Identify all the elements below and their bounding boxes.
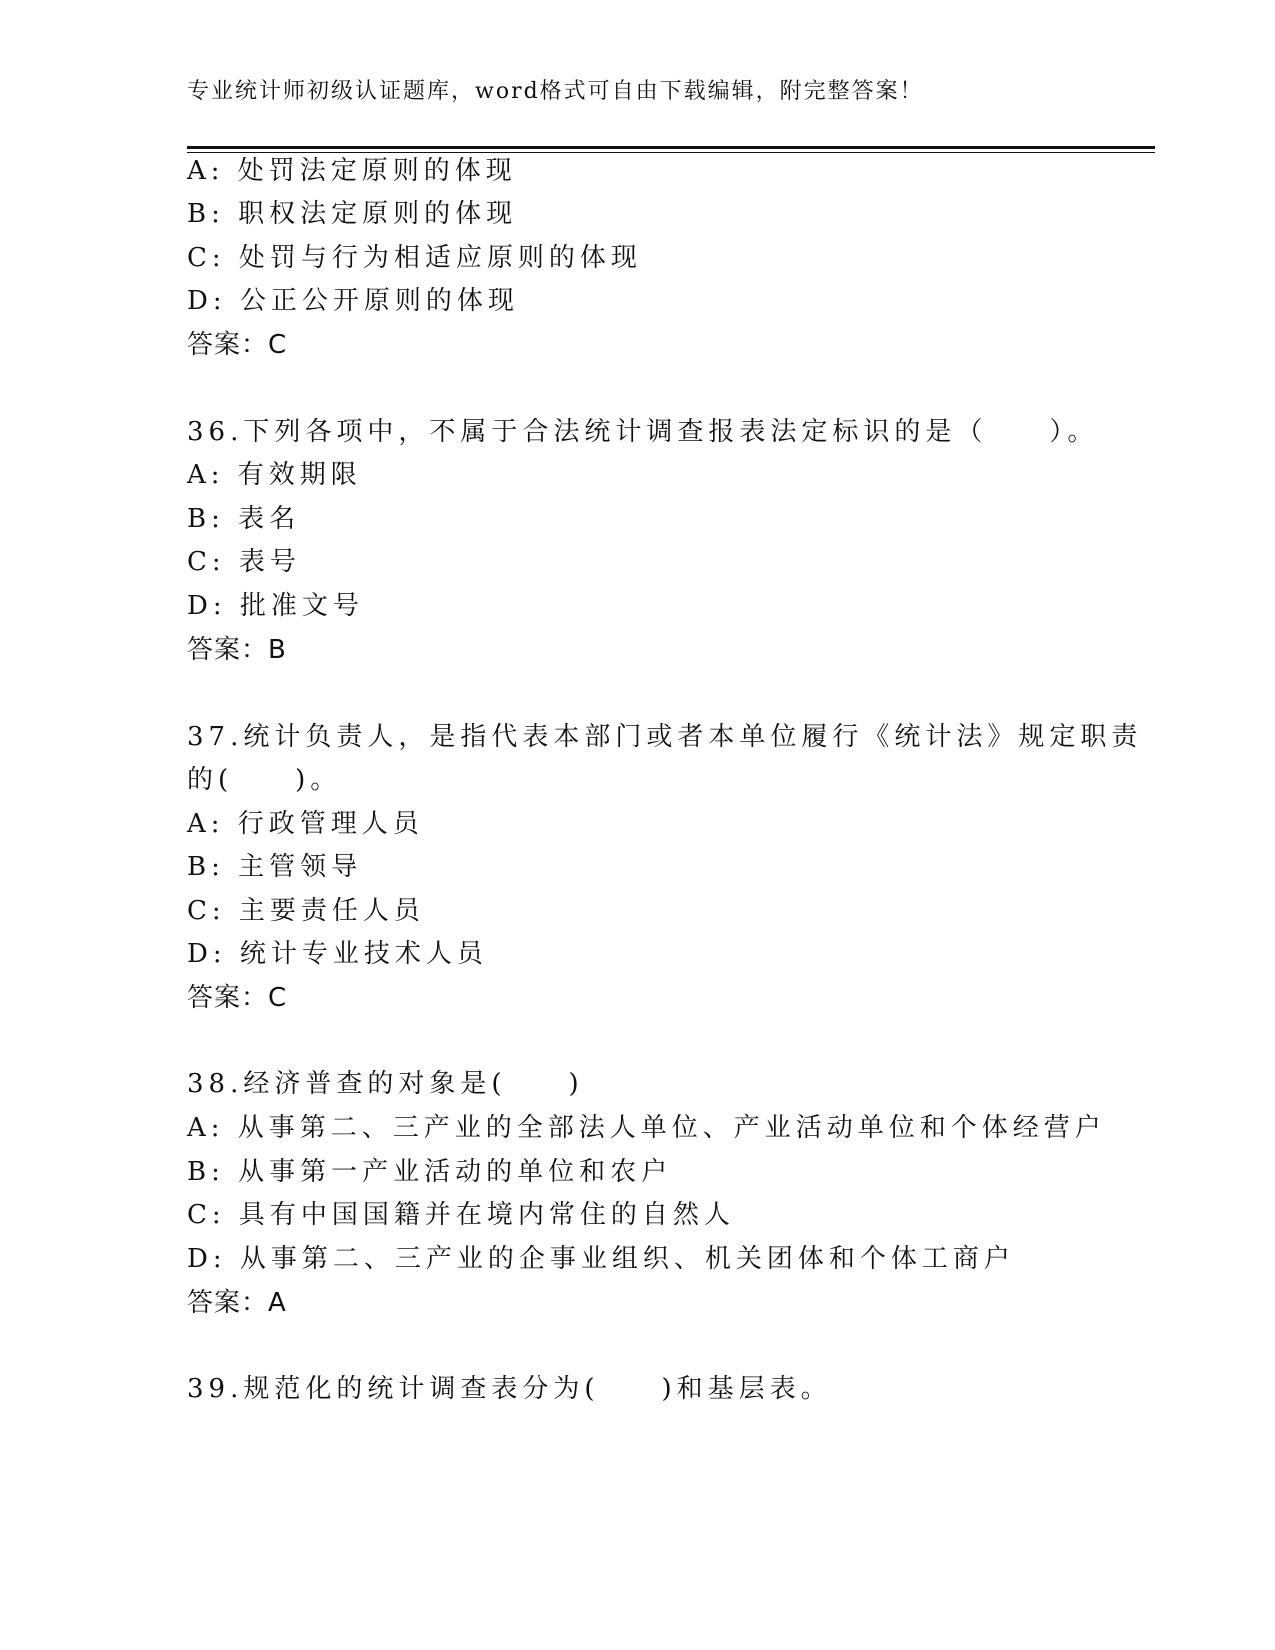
- q36-option-c: C: 表号: [187, 547, 301, 577]
- q38-answer: 答案：A: [187, 1288, 287, 1318]
- q36-option-a: A: 有效期限: [187, 460, 362, 490]
- q38-option-d: D: 从事第二、三产业的企事业组织、机关团体和个体工商户: [187, 1244, 1015, 1274]
- q36-question: 36.下列各项中，不属于合法统计调查报表法定标识的是（ ）。: [187, 417, 1099, 447]
- q37-answer: 答案：C: [187, 983, 288, 1013]
- q38-option-c: C: 具有中国国籍并在境内常住的自然人: [187, 1200, 735, 1230]
- q36-option-d: D: 批准文号: [187, 591, 364, 621]
- q37-question-line1: 37.统计负责人，是指代表本部门或者本单位履行《统计法》规定职责: [187, 722, 1143, 752]
- header-rule-thick: [187, 146, 1155, 149]
- page-header: 专业统计师初级认证题库，word格式可自由下载编辑，附完整答案！: [187, 79, 924, 104]
- q37-question-line2: 的( )。: [187, 765, 342, 795]
- q37-option-b: B: 主管领导: [187, 852, 363, 882]
- q38-option-b: B: 从事第一产业活动的单位和农户: [187, 1157, 673, 1187]
- q35-option-a: A: 处罚法定原则的体现: [187, 156, 517, 186]
- q36-answer: 答案：B: [187, 635, 287, 665]
- q37-option-d: D: 统计专业技术人员: [187, 939, 488, 969]
- q35-answer: 答案：C: [187, 330, 288, 360]
- q36-option-b: B: 表名: [187, 504, 301, 534]
- q37-option-c: C: 主要责任人员: [187, 896, 425, 926]
- q35-option-d: D: 公正公开原则的体现: [187, 286, 519, 316]
- q37-option-a: A: 行政管理人员: [187, 809, 424, 839]
- q38-question: 38.经济普查的对象是( ): [187, 1069, 584, 1099]
- header-rule-thin: [187, 152, 1155, 153]
- q39-question: 39.规范化的统计调查表分为( )和基层表。: [187, 1374, 832, 1404]
- q35-option-b: B: 职权法定原则的体现: [187, 199, 518, 229]
- q38-option-a: A: 从事第二、三产业的全部法人单位、产业活动单位和个体经营户: [187, 1113, 1106, 1143]
- q35-option-c: C: 处罚与行为相适应原则的体现: [187, 243, 642, 273]
